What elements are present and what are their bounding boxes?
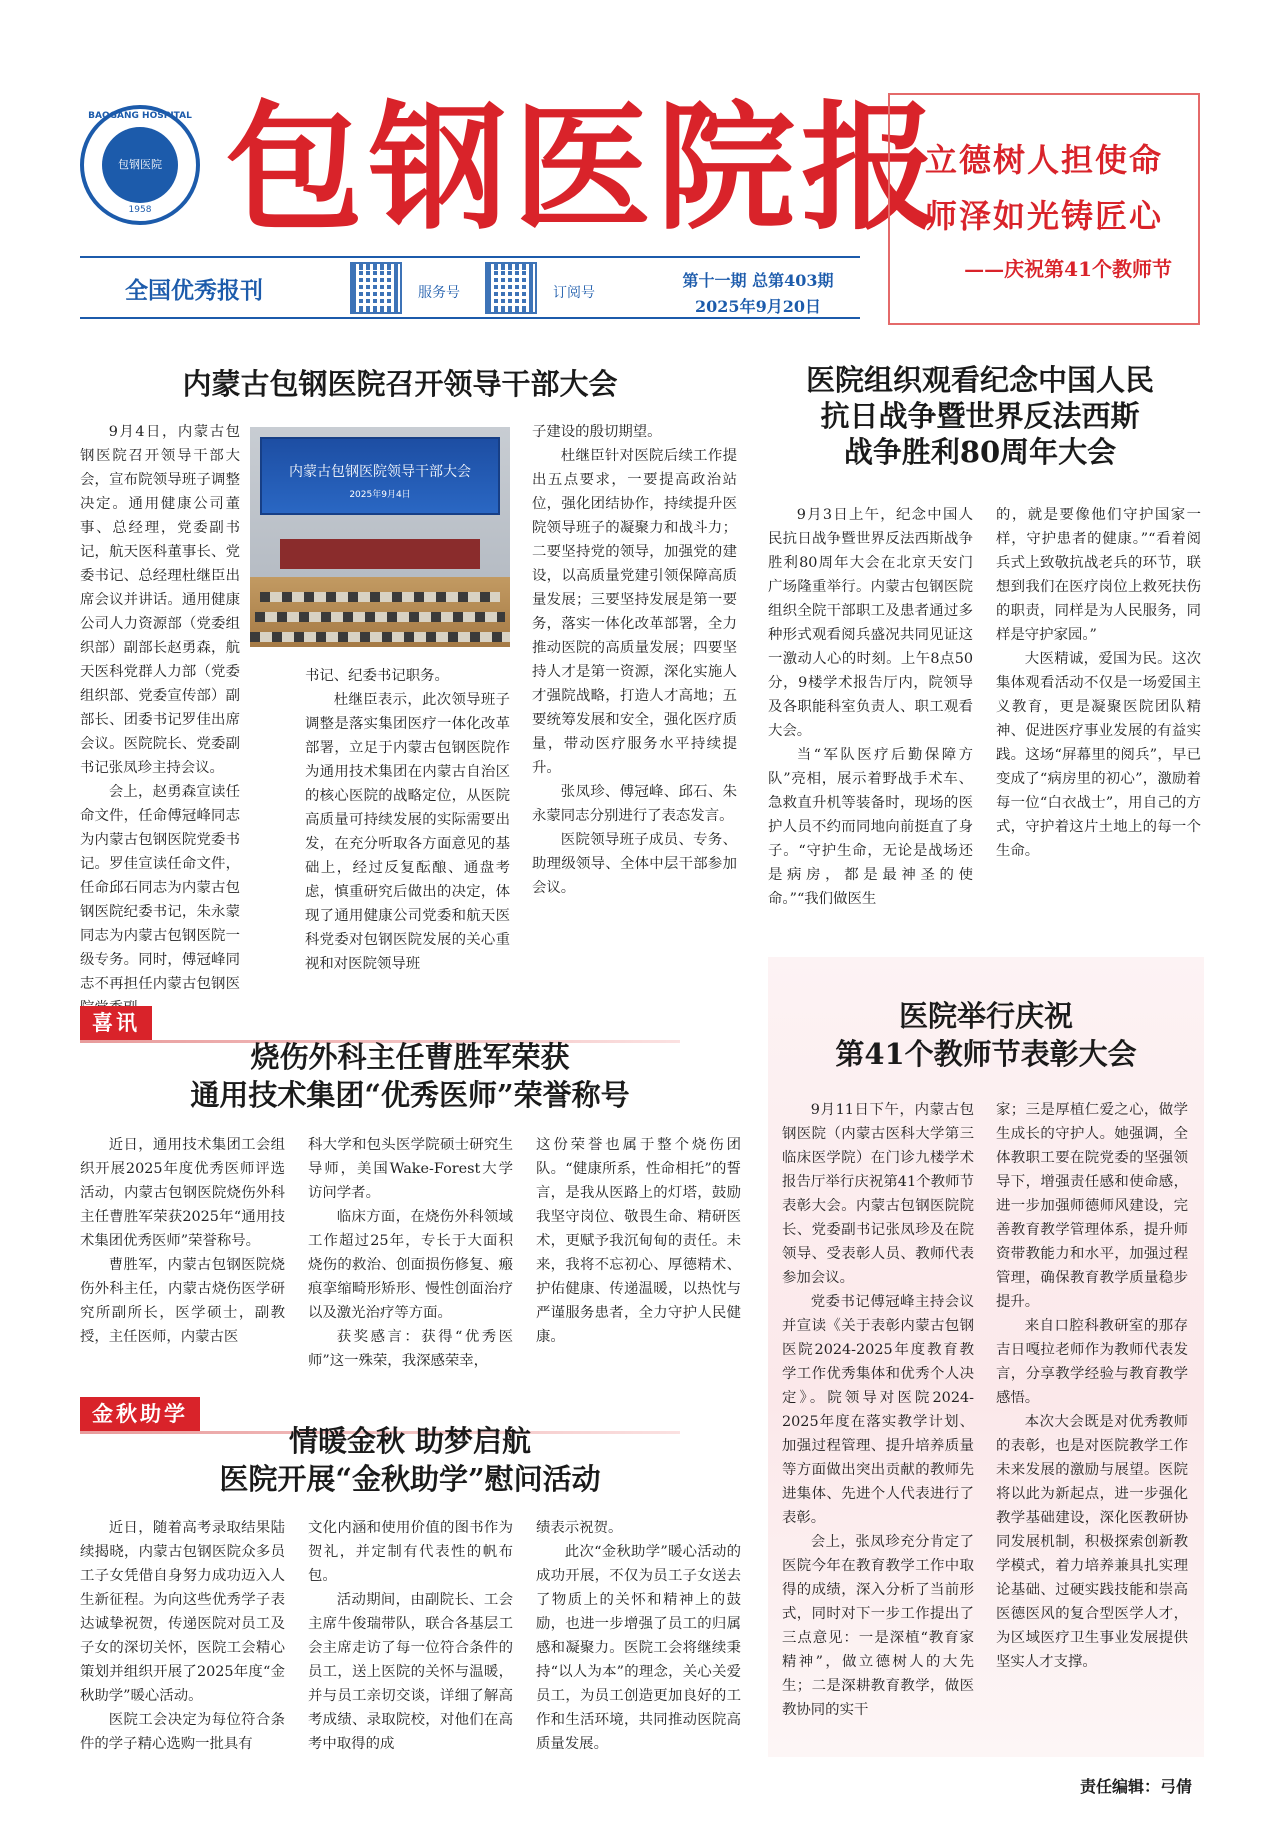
slogan-line-2: 师泽如光铸匠心 [924, 197, 1163, 235]
logo-emblem: 包钢医院 [102, 127, 178, 203]
article5-title [768, 997, 1204, 1073]
issue-date: 2025年9月20日 [695, 297, 821, 316]
paragraph: 医院工会决定为每位符合条件的学子精心选购一批具有 [80, 1712, 285, 1752]
article1-col1 [80, 420, 240, 1000]
article2-title-line1: 医院组织观看纪念中国人民 [805, 363, 1154, 397]
paragraph: 近日，通用技术集团工会组织开展2025年度优秀医师评选活动，内蒙古包钢医院烧伤外科主任曹胜军荣获2025年“通用技术集团优秀医师”荣誉称号。 [80, 1137, 285, 1249]
award-label: 全国优秀报刊 [125, 277, 263, 304]
paragraph: 杜继臣针对医院后续工作提出五点要求，一要提高政治站位，强化团结协作，持续提升医院领导班子的凝聚力和战斗力；二要坚持党的领导，加强党的建设，以高质量党建引领保障高质量发展；三要坚持发展是第一要务，落实一体化改革部署，全力推动医院的高质量发展；四要坚持人才是第一资源，深化实施人才强院战略，打造人才高地；五要统筹发展和安全，强化医疗质量，带动医疗服务水平持续提升。 [532, 448, 737, 776]
article3-title-line2: 通用技术集团“优秀医师”荣誉称号 [190, 1078, 630, 1112]
hospital-logo [80, 105, 200, 225]
paragraph: 医院领导班子成员、专务、助理级领导、全体中层干部参加会议。 [532, 832, 737, 896]
paragraph: 活动期间，由副院长、工会主席牛俊瑞带队，联合各基层工会主席走访了每一位符合条件的员工，送上医院的关怀与温暖，并与员工亲切交谈，详细了解高考成绩、录取院校，对他们在高考中取得的成 [308, 1592, 513, 1752]
paragraph: 的，就是要像他们守护国家一样，守护患者的健康。”“看着阅兵式上致敬抗战老兵的环节，联想到我们在医疗岗位上救死扶伤的职责，同样是为人民服务，同样是守护家园。” [996, 507, 1201, 643]
article4-col3 [536, 1516, 741, 1756]
article1-col3 [532, 420, 737, 1000]
paragraph: 9月11日下午，内蒙古包钢医院（内蒙古医科大学第三临床医学院）在门诊九楼学术报告厅举行庆祝第41个教师节表彰大会。内蒙古包钢医院院长、党委副书记张凤珍及在院领导、受表彰人员、教师代表参加会议。 [782, 1102, 974, 1286]
paragraph: 曹胜军，内蒙古包钢医院烧伤外科主任，内蒙古烧伤医学研究所副所长，医学硕士，副教授，主任医师，内蒙古医 [80, 1257, 285, 1345]
article3-title-line1: 烧伤外科主任曹胜军荣获 [250, 1040, 570, 1074]
article5-col2 [996, 1098, 1188, 1718]
paragraph: 党委书记傅冠峰主持会议并宣读《关于表彰内蒙古包钢医院2024-2025年度教育教学工作优秀集体和优秀个人决定》。院领导对医院2024-2025年度在落实教学计划、加强过程管理、提升培养质量等方面做出突出贡献的教师先进集体、先进个人代表进行了表彰。 [782, 1294, 974, 1526]
article3-title [80, 1038, 740, 1114]
logo-ring-text: BAOGANG HOSPITAL [88, 111, 192, 121]
article2-title [760, 362, 1200, 470]
article4-title [80, 1422, 740, 1498]
paragraph: 科大学和包头医学院硕士研究生导师，美国Wake-Forest大学访问学者。 [308, 1137, 513, 1201]
article4-col2 [308, 1516, 513, 1756]
article4-title-line1: 情暖金秋 助梦启航 [288, 1424, 532, 1458]
subscribe-qr-code[interactable] [485, 262, 537, 314]
paragraph: 家；三是厚植仁爱之心，做学生成长的守护人。她强调，全体教职工要在院党委的坚强领导下，增强责任感和使命感，进一步加强师德师风建设，完善教育教学管理体系，提升师资带教能力和水平，加强过程管理，确保教育教学质量稳步提升。 [996, 1102, 1188, 1310]
paragraph: 子建设的殷切期望。 [532, 424, 662, 440]
photo-banner-date: 2025年9月4日 [349, 490, 411, 500]
logo-year: 1958 [128, 205, 152, 215]
paragraph: 文化内涵和使用价值的图书作为贺礼，并定制有代表性的帆布包。 [308, 1520, 513, 1584]
service-qr-code[interactable] [350, 262, 402, 314]
photo-banner-title: 内蒙古包钢医院领导干部大会 [289, 464, 471, 480]
teachers-day-slogan [888, 93, 1200, 325]
paragraph: 当“军队医疗后勤保障方队”亮相，展示着野战手术车、急救直升机等装备时，现场的医护人员不约而同地向前挺直了身子。“守护生命，无论是战场还是病房，都是最神圣的使命。”“我们做医生 [768, 747, 973, 907]
paragraph: 9月3日上午，纪念中国人民抗日战争暨世界反法西斯战争胜利80周年大会在北京天安门广场隆重举行。内蒙古包钢医院组织全院干部职工及患者通过多种形式观看阅兵盛况共同见证这一激动人心的时刻。上午8点50分，9楼学术报告厅内，院领导及各职能科室负责人、职工观看大会。 [768, 507, 973, 739]
slogan-line-3: ——庆祝第41个教师节 [964, 257, 1172, 281]
photo-banner [260, 437, 500, 515]
tag-good-news: 喜讯 [80, 1006, 152, 1040]
subscribe-qr-label: 订阅号 [553, 285, 595, 301]
issue-info [668, 268, 848, 320]
article3-col2 [308, 1133, 513, 1373]
article2-title-line3: 战争胜利80周年大会 [843, 435, 1117, 469]
paragraph: 会上，赵勇森宣读任命文件，任命傅冠峰同志为内蒙古包钢医院党委书记。罗佳宣读任命文件，任命邱石同志为内蒙古包钢医院纪委书记，朱永蒙同志为内蒙古包钢医院一级专务。同时，傅冠峰同志不再担任内蒙古包钢医 [80, 784, 240, 992]
article5-title-line2: 第41个教师节表彰大会 [835, 1037, 1137, 1071]
paragraph: 此次“金秋助学”暖心活动的成功开展，不仅为员工子女送去了物质上的关怀和精神上的鼓励，也进一步增强了员工的归属感和凝聚力。医院工会将继续秉持“以人为本”的理念，关心关爱员工，为员工创造更加良好的工作和生活环境，共同推动医院高质量发展。 [536, 1544, 741, 1752]
meeting-photo [250, 427, 510, 647]
paragraph: 书记、纪委书记职务。 [305, 668, 449, 684]
paragraph: 9月4日，内蒙古包钢医院召开领导干部大会，宣布院领导班子调整决定。通用健康公司董事、总经理，党委副书记，航天医科董事长、党委书记、总经理杜继臣出席会议并讲话。通用健康公司人力资源部（党委组织部）副部长赵勇森，航天医科党群人力部（党委组织部、党委宣传部）副部长、团委书记罗佳出席会议。医院院长、党委副书记张凤珍主持会议。 [80, 424, 240, 776]
article2-col2 [996, 503, 1201, 923]
paragraph: 杜继臣表示，此次领导班子调整是落实集团医疗一体化改革部署，立足于内蒙古包钢医院作为通用技术集团在内蒙古自治区的核心医院的战略定位，从医院高质量可持续发展的实际需要出发，在充分听取各方面意见的基础上，经过反复酝酿、通盘考虑，慎重研究后做出的决定，体现了通用健康公司党委和航天医科党委对包钢医院发展的关心重视和对医院领导班 [305, 692, 510, 972]
slogan-line-1: 立德树人担使命 [924, 141, 1163, 179]
article2-col1 [768, 503, 973, 923]
paragraph: 绩表示祝贺。 [536, 1520, 623, 1536]
article5-col1 [782, 1098, 974, 1718]
article4-col1 [80, 1516, 285, 1756]
service-qr-label: 服务号 [418, 285, 460, 301]
paragraph: 临床方面，在烧伤外科领域工作超过25年，专长于大面积烧伤的救治、创面损伤修复、瘢痕挛缩畸形矫形、慢性创面治疗以及激光治疗等方面。 [308, 1209, 513, 1321]
article4-title-line2: 医院开展“金秋助学”慰问活动 [219, 1462, 601, 1496]
paragraph: 会上，张凤珍充分肯定了医院今年在教育教学工作中取得的成绩，深入分析了当前形式，同时对下一步工作提出了三点意见：一是深植“教育家精神”，做立德树人的大先生；二是深耕教育教学，做医教协同的实干 [782, 1534, 974, 1718]
article1-col2 [305, 664, 510, 1000]
tag-golden-autumn: 金秋助学 [80, 1397, 200, 1431]
newspaper-title: 包钢医院报 [225, 86, 946, 249]
paragraph: 这份荣誉也属于整个烧伤团队。“健康所系，性命相托”的誓言，是我从医路上的灯塔，鼓励我坚守岗位、敬畏生命、精研医术，更赋予我沉甸甸的责任。未来，我将不忘初心、厚德精术、护佑健康、传递温暖，以热忱与严谨服务患者，全力守护人民健康。 [536, 1137, 741, 1345]
issue-number: 第十一期 总第403期 [682, 271, 834, 290]
paragraph: 大医精诚，爱国为民。这次集体观看活动不仅是一场爱国主义教育，更是凝聚医院团队精神、促进医疗事业发展的有益实践。这场“屏幕里的阅兵”，早已变成了“病房里的初心”，激励着每一位“白衣战士”，用自己的方式，守护着这片土地上的每一个生命。 [996, 651, 1201, 859]
article2-title-line2: 抗日战争暨世界反法西斯 [820, 399, 1140, 433]
masthead-rule-top [80, 256, 860, 258]
paragraph: 近日，随着高考录取结果陆续揭晓，内蒙古包钢医院众多员工子女凭借自身努力成功迈入人生新征程。为向这些优秀学子表达诚挚祝贺，传递医院对员工及子女的深切关怀，医院工会精心策划并组织开展了2025年度“金秋助学”暖心活动。 [80, 1520, 285, 1704]
responsible-editor: 责任编辑：弓倩 [1080, 1777, 1193, 1796]
article5-title-line1: 医院举行庆祝 [898, 999, 1073, 1033]
paragraph: 张凤珍、傅冠峰、邱石、朱永蒙同志分别进行了表态发言。 [532, 784, 737, 824]
article1-title: 内蒙古包钢医院召开领导干部大会 [182, 367, 618, 401]
paragraph: 来自口腔科教研室的那存吉日嘎拉老师作为教师代表发言，分享教学经验与教育教学感悟。 [996, 1318, 1188, 1406]
paragraph: 本次大会既是对优秀教师的表彰，也是对医院教学工作未来发展的激励与展望。医院将以此为新起点，进一步强化教学基础建设，深化医教研协同发展机制，积极探索创新教学模式，着力培养兼具扎实理论基础、过硬实践技能和崇高医德医风的复合型医学人才，为区域医疗卫生事业发展提供坚实人才支撑。 [996, 1414, 1188, 1670]
article3-col3 [536, 1133, 741, 1373]
paragraph: 获奖感言：获得“优秀医师”这一殊荣，我深感荣幸， [308, 1329, 513, 1369]
article3-col1 [80, 1133, 285, 1373]
